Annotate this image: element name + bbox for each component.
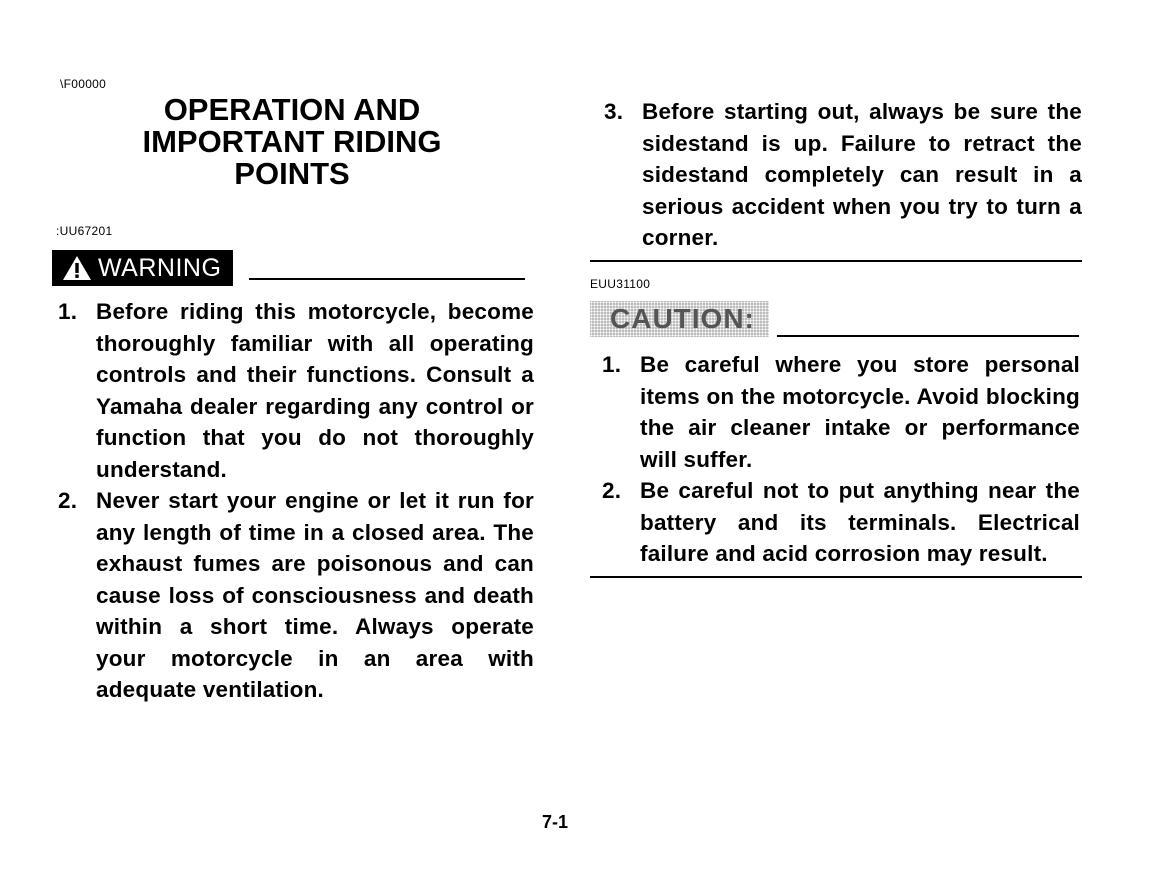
item-number: 2. (58, 488, 78, 513)
list-item (58, 485, 534, 706)
caution-end-rule (590, 576, 1082, 578)
warning-rule (249, 278, 525, 280)
caution-label: CAUTION: (610, 303, 755, 334)
warning-list (58, 296, 534, 706)
list-item (602, 349, 1080, 475)
warning-triangle-icon (62, 255, 92, 281)
title-line-2: IMPORTANT RIDING (142, 124, 442, 159)
item-number: 1. (602, 352, 622, 377)
caution-code: EUU31100 (590, 277, 651, 291)
caution-list (602, 349, 1080, 570)
page-title (96, 94, 488, 190)
item-text: Never start your engine or let it run for any length of time in a closed area. The exhaust fumes are poisonous and can cause loss of consciousness and death within a short time. Always operate your motorcycle in an area with adequate ventilation. (96, 488, 534, 702)
warning-list-continued (604, 96, 1082, 254)
caution-rule (777, 335, 1079, 337)
item-number: 3. (604, 99, 624, 124)
warning-end-rule (590, 260, 1082, 262)
warning-label: WARNING (98, 253, 222, 282)
list-item (602, 475, 1080, 570)
item-text: Be careful not to put anything near the battery and its terminals. Electrical failure and acid corrosion may result. (640, 478, 1080, 566)
caution-header (590, 301, 1082, 337)
page-number: 7-1 (542, 812, 569, 832)
warning-code: :UU67201 (56, 224, 113, 238)
item-text: Be careful where you store personal items on the motorcycle. Avoid blocking the air cleaner intake or performance will suffer. (640, 352, 1080, 472)
list-item (604, 96, 1082, 254)
item-number: 1. (58, 299, 78, 324)
item-number: 2. (602, 478, 622, 503)
caution-label-box (590, 301, 769, 337)
list-item (58, 296, 534, 485)
title-line-1: OPERATION AND (163, 92, 421, 127)
section-code: \F00000 (60, 77, 107, 91)
item-text: Before riding this motorcycle, become thoroughly familiar with all operating controls and their functions. Consult a Yamaha dealer regarding any control or function that you do not thoroughly understand. (96, 299, 534, 482)
item-text: Before starting out, always be sure the sidestand is up. Failure to retract the sidestand completely can result in a serious accident when you try to turn a corner. (642, 99, 1082, 250)
warning-header (52, 250, 538, 286)
warning-label-box (52, 250, 233, 286)
title-line-3: POINTS (234, 156, 350, 191)
